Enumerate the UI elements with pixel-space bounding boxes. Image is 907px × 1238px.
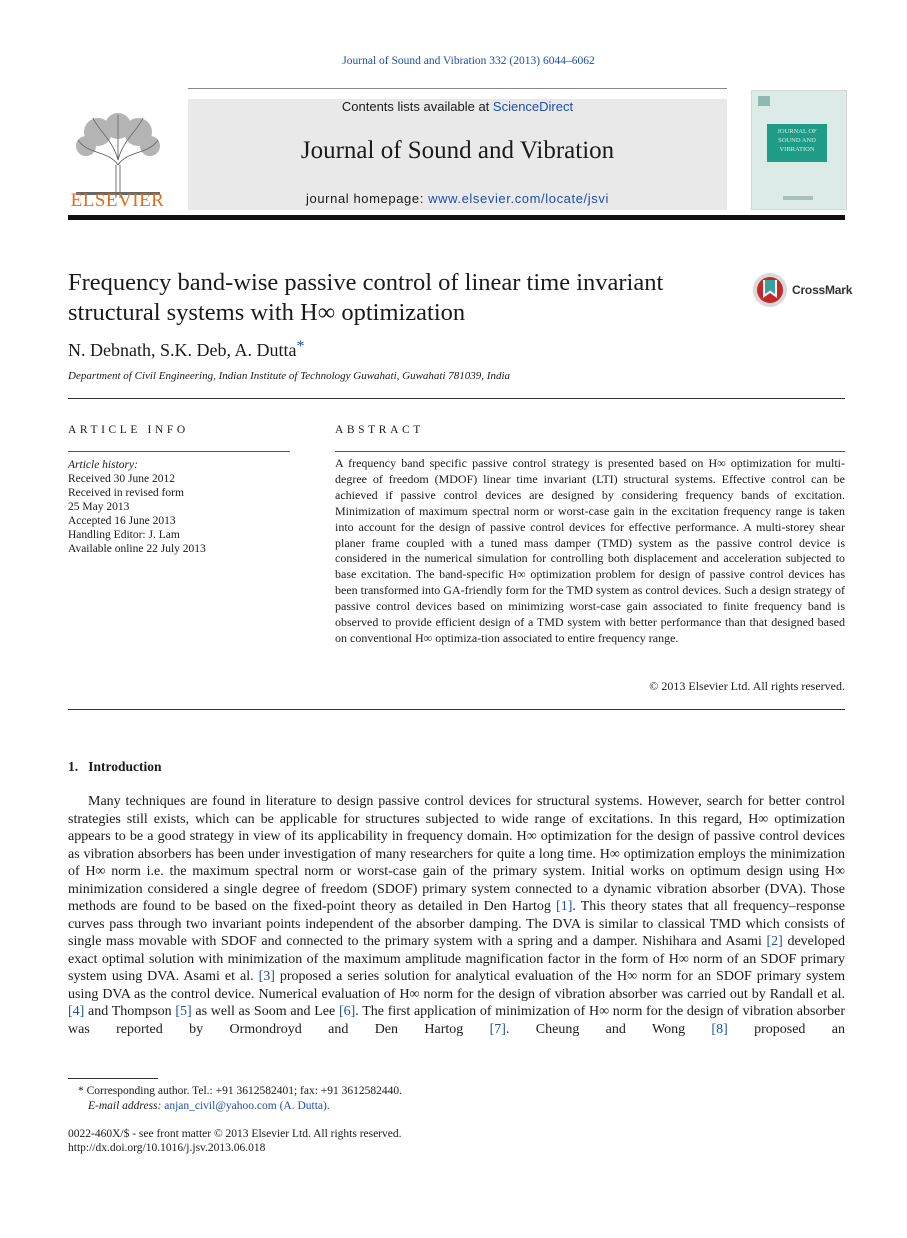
footnote-rule [68,1078,158,1079]
ref-link[interactable]: [2] [766,934,783,949]
ref-link[interactable]: [3] [258,969,275,984]
ref-link[interactable]: [1] [556,899,573,914]
ref-link[interactable]: [4] [68,1004,85,1019]
history-label: Article history: [68,459,138,471]
history-line: Received in revised form [68,487,184,499]
article-title [68,268,748,328]
history-line: Accepted 16 June 2013 [68,515,176,527]
intro-text: proposed a series solution for analytical evaluation of the H∞ norm for an SDOF primary system using DVA as the control device. Numerical evaluation of H∞ norm for the design of vibration absorber was carried out by Randall et al. [68,969,845,1002]
corresponding-author-mark[interactable]: * [296,338,305,355]
abstract-bottom-rule [68,709,845,710]
intro-text: as well as Soom and Lee [191,1004,339,1019]
ref-link[interactable]: [8] [711,1021,728,1037]
article-info-heading: ARTICLE INFO [68,424,189,436]
contents-prefix: Contents lists available at [341,99,493,114]
ref-link[interactable]: [5] [175,1004,192,1019]
abstract-copyright: © 2013 Elsevier Ltd. All rights reserved. [649,679,845,693]
sciencedirect-link[interactable]: ScienceDirect [492,99,574,114]
title-line-2: structural systems with H∞ optimization [68,299,466,326]
corresponding-author-note: * Corresponding author. Tel.: +91 3612582401; fax: +91 3612582440. [78,1085,403,1097]
issn-line: 0022-460X/$ - see front matter © 2013 Elsevier Ltd. All rights reserved. [68,1128,402,1140]
intro-text: . This theory states that all frequency–response curves pass through two invariant points independent of the absorber damping. The DVA is similar to classical TMD which consists of single mass movable with SDOF and connected to the primary system with a spring and a damper. Nishihara and Asami [68,899,845,949]
history-line: 25 May 2013 [68,501,130,513]
article-info-rule [68,451,290,452]
history-line: Received 30 June 2012 [68,473,175,485]
intro-text: and Thompson [84,1004,176,1019]
header-rule [68,215,845,220]
journal-citation[interactable]: Journal of Sound and Vibration 332 (2013) 6044–6062 [342,55,595,67]
affiliation: Department of Civil Engineering, Indian Institute of Technology Guwahati, Guwahati 781039, India [68,370,511,382]
contents-line [188,99,727,114]
section-heading-introduction: 1. Introduction [68,759,162,774]
crossmark-icon[interactable] [752,272,788,308]
intro-text: . The first application of minimization of H∞ norm for the design of vibration absorber was reported by Ormondroyd and Den Hartog [68,1004,846,1037]
title-line-1: Frequency band-wise passive control of linear time invariant [68,269,664,296]
introduction-paragraph [68,793,845,1038]
cover-title: JOURNAL OF SOUND AND VIBRATION [767,124,827,162]
history-line: Handling Editor: J. Lam [68,529,180,541]
intro-text: developed exact optimal solution with minimization of the maximum amplitude magnification factor in the form of H∞ norm of an SDOF primary system using DVA. Asami et al. [68,934,845,984]
abstract-text: A frequency band specific passive control strategy is presented based on H∞ optimization for multi-degree of freedom (MDOF) linear time invariant (LTI) structural systems. Effective control can be achieved if passive control devices are designed by considering frequency bands of excitation. Minimization of maximum spectral norm or worst-case gain in the excitation frequency range is taken into account for the design of passive control devices for effective performance. A multi-storey shear planer frame coupled with a tuned mass damper (TMD) system as the passive control device is considered in the numerical simulation for controlling both displacement and acceleration subjected to base excitation. The band-specific H∞ optimization problem for design of passive control devices has been transformed into GA-friendly form for the TMD system as control devices. Such a design strategy of passive control devices based on minimizing worst-case gain associated to finite frequency band is observed to provide efficient design of a TMD system with better performance than that designed based on conventional H∞ optimiza-tion associated to entire frequency range. [335,456,845,645]
crossmark-label[interactable]: CrossMark [792,283,853,297]
elsevier-wordmark: ELSEVIER [70,190,165,211]
doi-link[interactable]: http://dx.doi.org/10.1016/j.jsv.2013.06.018 [68,1142,266,1154]
ref-link[interactable]: [6] [338,1004,356,1019]
intro-text: . Cheung and Wong [505,1021,712,1037]
ref-link[interactable]: [7] [489,1021,506,1037]
banner-top-rule [188,88,727,89]
abstract-heading: ABSTRACT [335,424,424,436]
intro-text: Many techniques are found in literature to design passive control devices for structural systems. However, search for better control strategies still exists, which can be applicable for structures subjected to wide range of excitations. In this regard, H∞ optimization appears to be a good strategy in view of its applicability in frequency domain. H∞ optimization for the design of passive control devices as vibration absorbers has been under investigation of many researchers for quite a long time. H∞ optimization employs the minimization of H∞ norm i.e. the maximum spectral norm or worst-case gain of the primary system. Initial works on optimum design using H∞ minimization considered a single degree of freedom (SDOF) primary system connected to a dynamic vibration absorber (DVA). Those methods are found to be based on the fixed-point theory as detailed in Den Hartog [68,794,845,914]
abstract-rule [335,451,845,452]
journal-homepage [188,191,727,206]
intro-text: proposed an [727,1021,845,1037]
homepage-link[interactable]: www.elsevier.com/locate/jsvi [428,191,609,206]
homepage-prefix: journal homepage: [306,191,429,206]
email-link[interactable]: anjan_civil@yahoo.com (A. Dutta). [164,1100,330,1112]
author-list [68,338,304,361]
cover-logo-icon [758,96,770,106]
cover-footer-mark [783,196,813,200]
history-line: Available online 22 July 2013 [68,543,206,555]
article-history [68,458,290,556]
journal-title: Journal of Sound and Vibration [300,137,615,164]
authors-names: N. Debnath, S.K. Deb, A. Dutta [68,340,297,360]
affiliation-rule [68,398,845,399]
email-note [88,1099,865,1114]
email-label: E-mail address: [88,1100,165,1112]
